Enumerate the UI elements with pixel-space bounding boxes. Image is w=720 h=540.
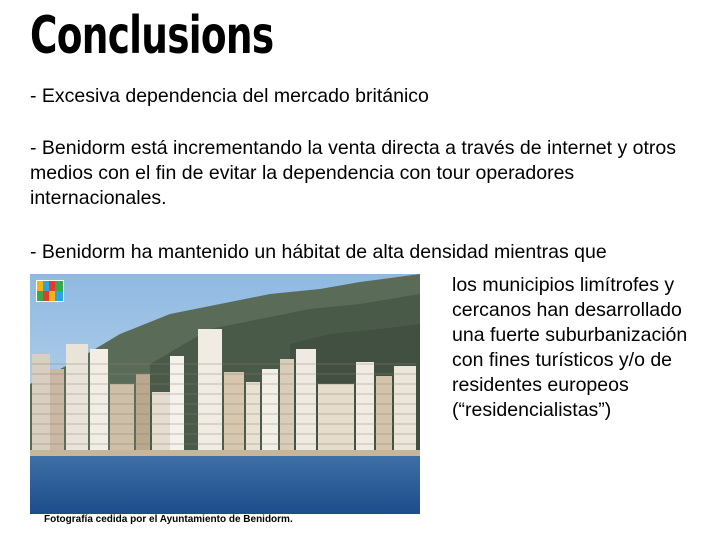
- benidorm-logo-icon: [36, 280, 64, 302]
- benidorm-photo: [30, 274, 420, 514]
- bullet-density: - Benidorm ha mantenido un hábitat de alta densidad mientras que: [30, 241, 607, 263]
- bullet-direct-sales: - Benidorm está incrementando la venta directa a través de internet y otros medios con el fin de evitar la dependencia con tour operadores internacionales.: [30, 137, 677, 209]
- bullet-density-continuation: los municipios limítrofes y cercanos han desarrollado una fuerte suburbanización con fines turísticos y/o de residentes europeos (“residencialistas”): [452, 274, 688, 421]
- slide-title: Conclusions: [30, 6, 274, 66]
- photo-caption: Fotografía cedida por el Ayuntamiento de Benidorm.: [44, 514, 293, 525]
- bullet-dependency: - Excesiva dependencia del mercado británico: [30, 85, 429, 107]
